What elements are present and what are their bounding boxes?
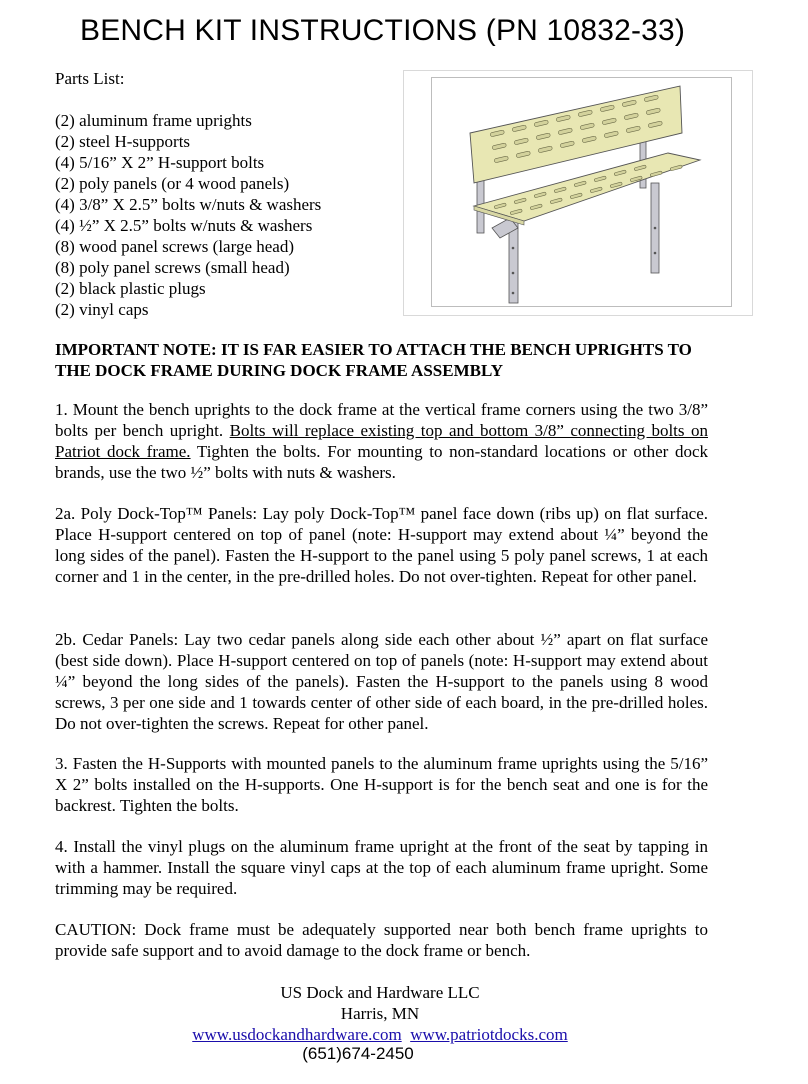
important-note: IMPORTANT NOTE: IT IS FAR EASIER TO ATTACH THE BENCH UPRIGHTS TO THE DOCK FRAME DURING DOCK FRAME ASSEMBLY [55, 340, 692, 380]
bench-illustration-frame [431, 77, 732, 307]
parts-list-item: (2) aluminum frame uprights [55, 111, 252, 130]
parts-list-item: (2) vinyl caps [55, 300, 149, 319]
step-1 [55, 399, 708, 483]
patriotdocks-link[interactable]: www.patriotdocks.com [410, 1025, 568, 1044]
footer-links [0, 1024, 760, 1045]
parts-list-item: (2) poly panels (or 4 wood panels) [55, 174, 290, 193]
parts-list-item: (4) 5/16” X 2” H-support bolts [55, 153, 265, 172]
step-1-text-continued: Tighten the bolts. For mounting to non-standard locations or other dock brands, use the two ½” bolts with nuts & washers. [55, 442, 708, 482]
parts-list-heading: Parts List: [55, 69, 125, 88]
footer-company: US Dock and Hardware LLC [280, 983, 480, 1002]
parts-list [55, 110, 321, 320]
step-4: 4. Install the vinyl plugs on the aluminum frame upright at the front of the seat by tapping in with a hammer. Install the square vinyl caps at the top of each aluminum frame upright. Some trimming may be required. [55, 837, 708, 898]
bench-illustration [403, 70, 753, 316]
upright-bolt-holes [512, 227, 657, 295]
step-2b: 2b. Cedar Panels: Lay two cedar panels along side each other about ½” apart on flat surface (best side down). Place H-support centered on top of panels (note: H-support may extend about ¼” beyond the long sides of the panels). Fasten the H-support to the panels using 8 wood screws, 3 per one side and 1 towards center of other side of each board, in the pre-drilled holes. Do not over-tighten the screws. Repeat for other panel. [55, 630, 708, 733]
step-2a: 2a. Poly Dock-Top™ Panels: Lay poly Dock-Top™ panel face down (ribs up) on flat surface. Place H-support centered on top of panel (note: H-support may extend about ¼” beyond the long sides of the panel). Fasten the H-support to the panel using 5 poly panel screws, 1 at each corner and 1 in the center, in the pre-drilled holes. Do not over-tighten. Repeat for other panel. [55, 504, 708, 586]
footer-phone: (651)674-2450 [302, 1044, 414, 1063]
step-3: 3. Fasten the H-Supports with mounted panels to the aluminum frame uprights using the 5/16” X 2” bolts installed on the H-supports. One H-support is for the bench seat and one is for the backrest. Tighten the bolts. [55, 754, 708, 815]
bench-drawing [432, 78, 731, 306]
parts-list-item: (2) black plastic plugs [55, 279, 206, 298]
caution-note: CAUTION: Dock frame must be adequately supported near both bench frame uprights to provide safe support and to avoid damage to the dock frame or bench. [55, 920, 708, 960]
footer-location: Harris, MN [340, 1004, 420, 1023]
parts-list-item: (8) poly panel screws (small head) [55, 258, 290, 277]
step-1-text: 1. Mount the bench uprights to the dock frame at the vertical frame corners using the two 3/8” bolts per bench upright. [55, 400, 708, 440]
usdockandhardware-link[interactable]: www.usdockandhardware.com [192, 1025, 402, 1044]
parts-list-item: (4) 3/8” X 2.5” bolts w/nuts & washers [55, 195, 322, 214]
step-1-underlined-text: Bolts will replace existing top and bottom 3/8” connecting bolts on Patriot dock frame. [55, 421, 708, 461]
parts-list-item: (4) ½” X 2.5” bolts w/nuts & washers [55, 216, 313, 235]
parts-list-item: (8) wood panel screws (large head) [55, 237, 295, 256]
parts-list-item: (2) steel H-supports [55, 132, 191, 151]
page-title: BENCH KIT INSTRUCTIONS (PN 10832-33) [80, 14, 686, 47]
